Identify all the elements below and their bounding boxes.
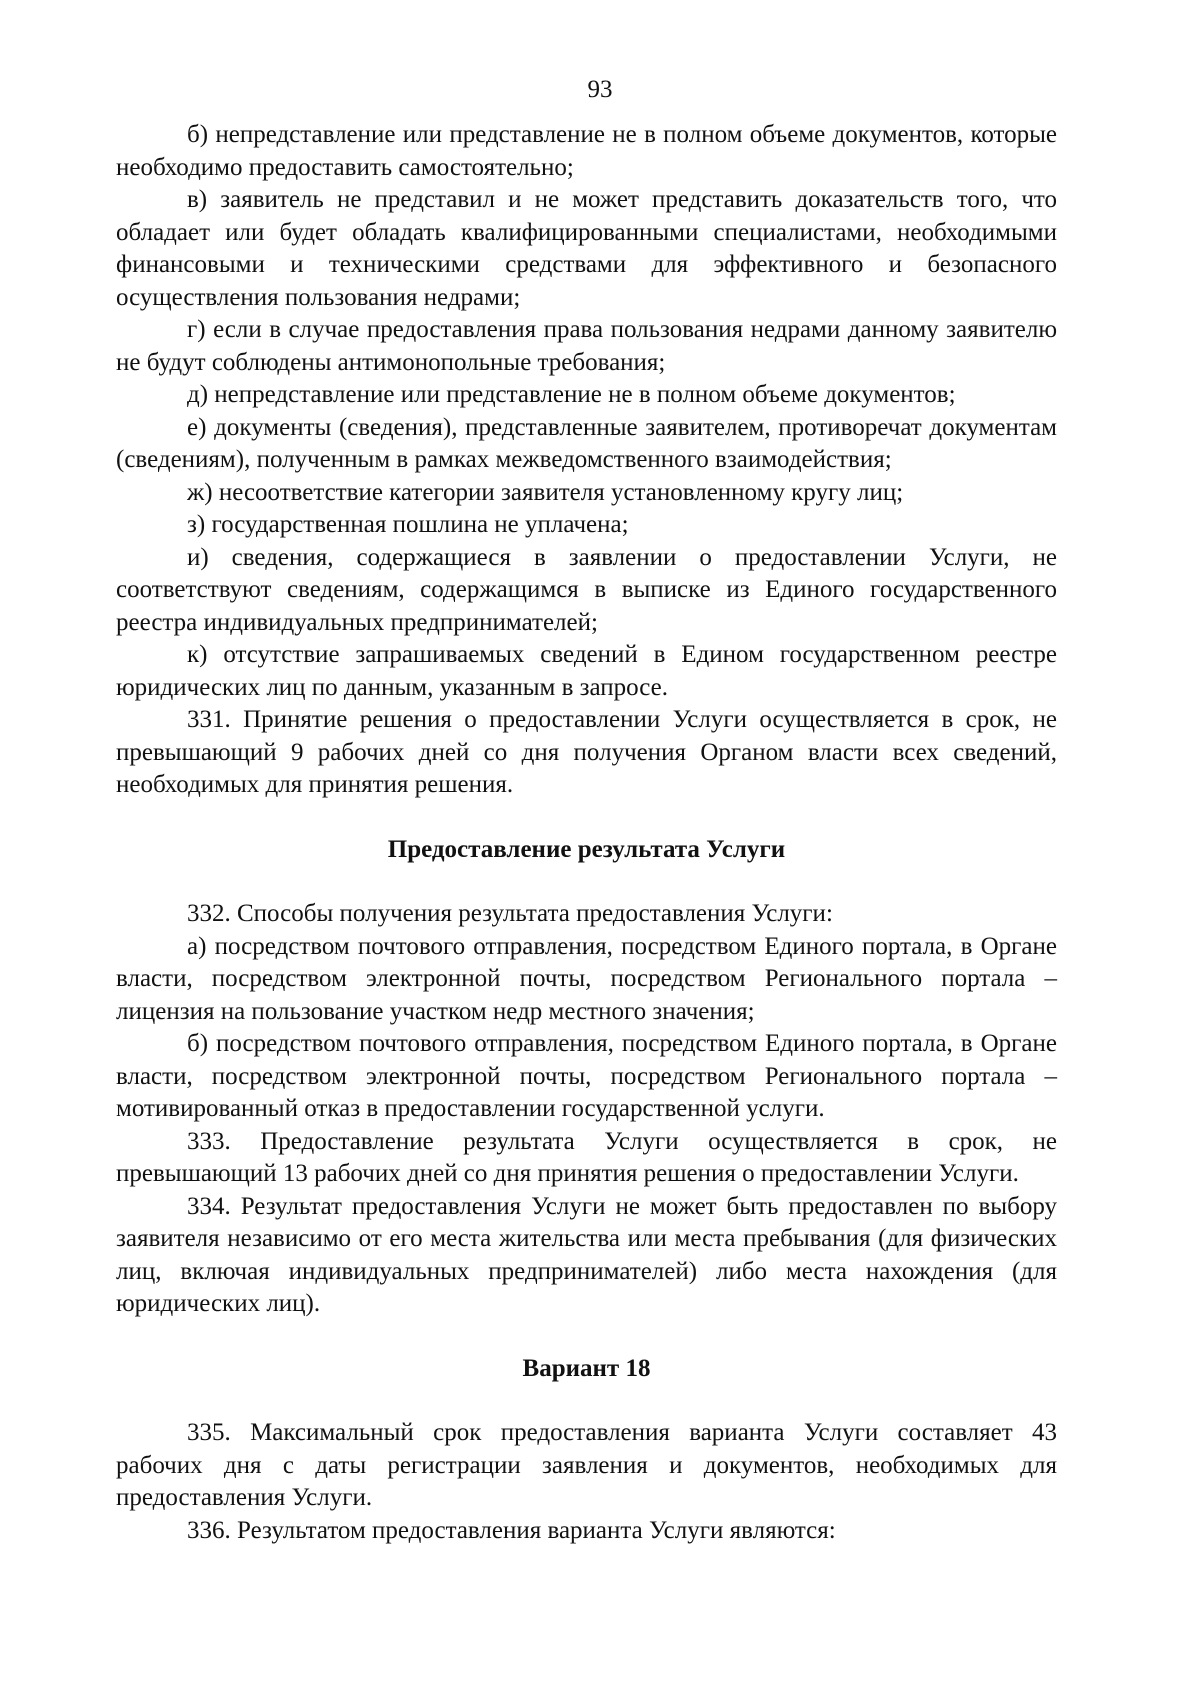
paragraph-item-e: е) документы (сведения), представленные заявителем, противоречат документам (сведениям), полученным в рамках межведомственного взаимодействия; [116, 413, 1057, 473]
paragraph-item-v: в) заявитель не представил и не может представить доказательств того, что обладает или будет обладать квалифицированными специалистами, необходимыми финансовыми и техническими средствами для эффективного и безопасного осуществления пользования недрами; [116, 186, 1057, 311]
paragraph-item-g: г) если в случае предоставления права пользования недрами данному заявителю не будут соблюдены антимонопольные требования; [116, 316, 1057, 376]
paragraph-item-zh: ж) несоответствие категории заявителя установленному кругу лиц; [187, 478, 904, 506]
paragraph-335: 335. Максимальный срок предоставления варианта Услуги составляет 43 рабочих дня с даты регистрации заявления и документов, необходимых для предоставления Услуги. [116, 1419, 1057, 1511]
paragraph-332-b: б) посредством почтового отправления, посредством Единого портала, в Органе власти, посредством электронной почты, посредством Регионального портала – мотивированный отказ в предоставлении государственной услуги. [116, 1030, 1057, 1122]
page-number: 93 [587, 76, 613, 103]
paragraph-334: 334. Результат предоставления Услуги не может быть предоставлен по выбору заявителя независимо от его места жительства или места пребывания (для физических лиц, включая индивидуальных предпринимателей) либо места нахождения (для юридических лиц). [116, 1192, 1057, 1317]
section-heading-result: Предоставление результата Услуги [387, 835, 786, 863]
paragraph-item-z: з) государственная пошлина не уплачена; [187, 511, 629, 538]
document-body [116, 119, 1057, 1547]
paragraph-332: 332. Способы получения результата предоставления Услуги: [187, 900, 833, 927]
section-heading-variant: Вариант 18 [522, 1354, 651, 1382]
paragraph-333: 333. Предоставление результата Услуги осуществляется в срок, не превышающий 13 рабочих дней со дня принятия решения о предоставлении Услуги. [116, 1127, 1057, 1187]
paragraph-331: 331. Принятие решения о предоставлении Услуги осуществляется в срок, не превышающий 9 рабочих дней со дня получения Органом власти всех сведений, необходимых для принятия решения. [116, 706, 1057, 798]
paragraph-332-a: а) посредством почтового отправления, посредством Единого портала, в Органе власти, посредством электронной почты, посредством Регионального портала – лицензия на пользование участком недр местного значения; [116, 932, 1057, 1025]
paragraph-336: 336. Результатом предоставления варианта Услуги являются: [187, 1516, 836, 1544]
paragraph-item-i: и) сведения, содержащиеся в заявлении о предоставлении Услуги, не соответствуют сведениям, содержащимся в выписке из Единого государственного реестра индивидуальных предпринимателей; [116, 543, 1057, 636]
paragraph-item-d: д) непредставление или представление не в полном объеме документов; [187, 381, 956, 408]
paragraph-item-b: б) непредставление или представление не в полном объеме документов, которые необходимо предоставить самостоятельно; [116, 121, 1057, 181]
paragraph-item-k: к) отсутствие запрашиваемых сведений в Едином государственном реестре юридических лиц по данным, указанным в запросе. [116, 641, 1057, 701]
